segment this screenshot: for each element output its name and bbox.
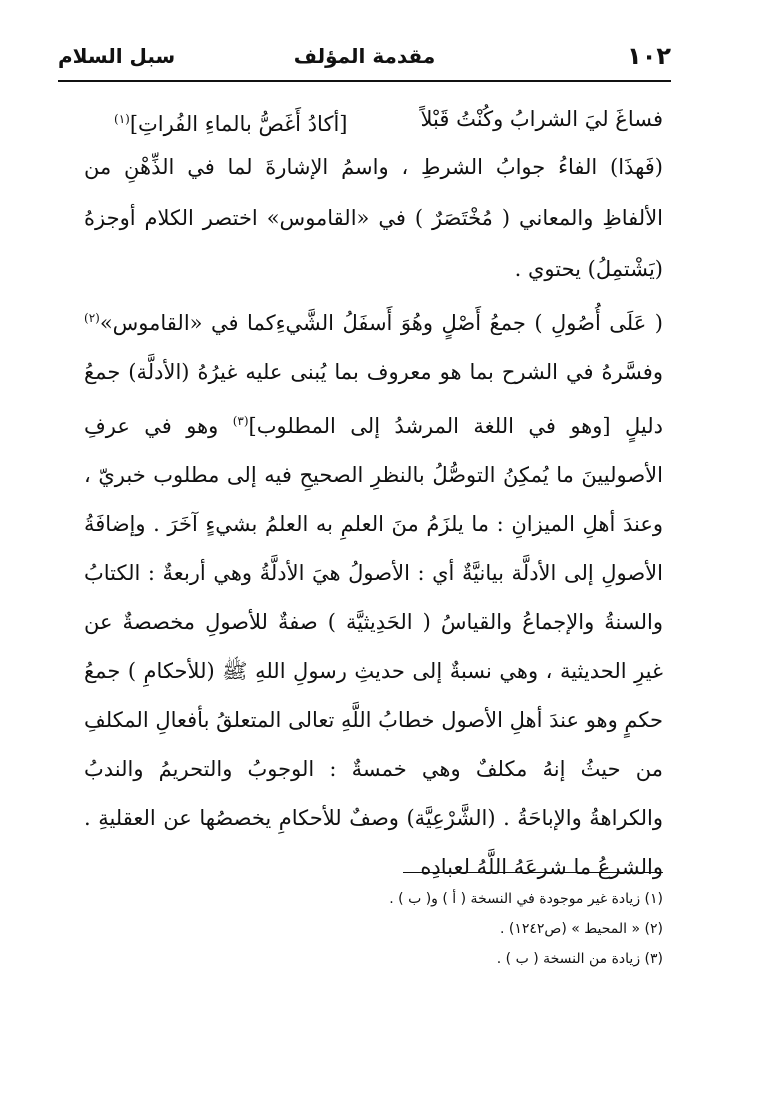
running-header: [58, 38, 671, 78]
paragraph-2-part-a: ( عَلَى أُصُولِ ) جمعُ أَصْلٍ وهُوَ أَسفَلُ الشَّيءِكما في «القاموس»: [99, 311, 663, 335]
footnote-2: (٢) « المحيط » (ص١٢٤٢) .: [499, 921, 663, 937]
footnote-ref-2: (٢): [84, 311, 100, 325]
paragraph-2-part-b: وفسَّرهُ في الشرح بما هو معروف بما يُبنى عليه غيرُهُ (الأدلَّة) جمعُ دليلٍ [وهو في اللغة المرشدُ إلى المطلوب]: [84, 360, 663, 438]
verse-second-hemistich: [114, 96, 347, 147]
page-number: ١٠٢: [627, 42, 671, 70]
verse-first-hemistich: فساغَ ليَ الشرابُ وكُنْتُ قَبْلاً: [420, 107, 663, 131]
footnote-3: (٣) زيادة من النسخة ( ب ) .: [496, 951, 663, 967]
footnote-1: (١) زيادة غير موجودة في النسخة ( أ ) و( ب ) .: [389, 891, 663, 907]
footnotes: [200, 884, 663, 974]
header-divider: [58, 80, 671, 82]
chapter-title: مقدمة المؤلف: [293, 44, 436, 68]
poetry-verse: [84, 96, 663, 142]
paragraph-1: (فَهذَا) الفاءُ جوابُ الشرطِ ، واسمُ الإشارةَ لما في الذِّهْنِ من الألفاظِ والمعاني ( مُخْتَصَرٌ ) في «القاموس» اختصر الكلام أوجزهُ (يَشْتمِلُ) يحتوي .: [84, 155, 663, 281]
verse-second-hemistich-text: [أكادُ أَغَصُّ بالماءِ الفُراتِ]: [129, 112, 348, 136]
paragraph-2: [84, 294, 663, 892]
paragraph-2-part-c: وهو في عرفِ الأصوليينَ ما يُمكِنُ التوصُّلُ بالنظرِ الصحيحِ فيه إلى مطلوب خبريّ ، وعندَ أهلِ الميزانِ : ما يلزَمُ منَ العلمِ به العلمُ بشيءٍ آخَرَ . وإضافَةُ الأصولِ إلى الأدلَّة بيانيَّةٌ أي : الأصولُ هيَ الأدلَّةُ وهي أربعةٌ : الكتابُ والسنةُ والإجماعُ والقياسُ ( الحَدِيثيَّة ) صفةٌ للأصولِ مخصصةٌ عن غيرِ الحديثية ، وهي نسبةٌ إلى حديثِ رسولِ اللهِ ﷺ (للأحكامِ ) جمعُ حكمٍ وهو عندَ أهلِ الأصول خطابُ اللَّهِ تعالى المتعلقُ بأفعالِ المكلفِ من حيثُ إنهُ مكلفٌ وهي خمسةٌ : الوجوبُ والتحريمُ والندبُ والكراهةُ والإباحَةُ . (الشَّرْعِيَّة) وصفٌ للأحكامِ يخصصُها عن العقليةِ . والشرعُ ما شرعَهُ اللَّهُ لعبادِه: [84, 414, 663, 879]
book-title: سبل السلام: [58, 44, 176, 68]
footnote-ref-3: (٣): [232, 414, 249, 428]
footnote-divider: [403, 872, 663, 873]
footnote-ref-1: (١): [114, 112, 130, 126]
